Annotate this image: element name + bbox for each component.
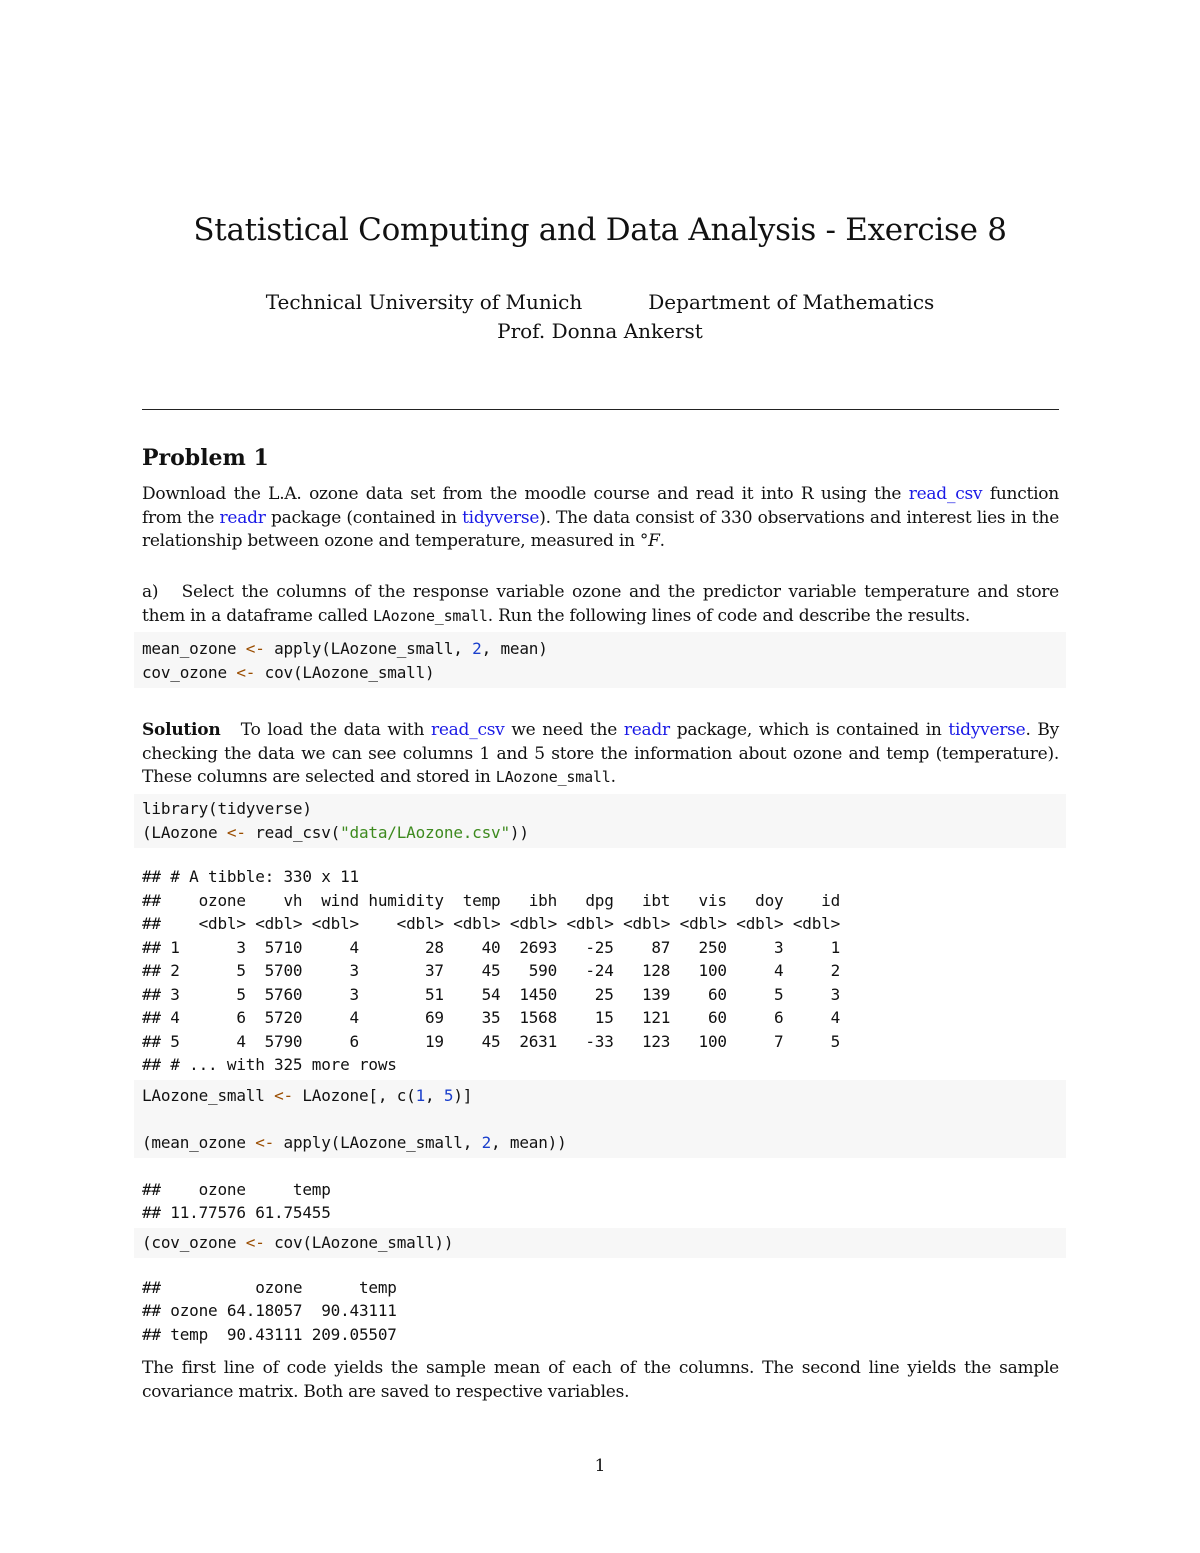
readr-link[interactable]: readr [219,507,266,528]
varname-inline: LAozone_small [495,768,611,786]
solution-label: Solution [142,720,221,740]
output-line: ## ozone temp [142,1278,397,1297]
intro-text: Download the L.A. ozone data set from the moodle course and read it into R using the [142,484,902,504]
output-line: ## 3 5 5760 3 51 54 1450 25 139 60 5 3 [142,985,841,1004]
readr-link[interactable]: readr [623,720,670,740]
part-a-label: a) [142,582,159,602]
author-name: Prof. Donna Ankerst [497,319,703,343]
conclusion-paragraph: The first line of code yields the sample mean of each of the columns. The second line yields the sample covariance matrix. Both are saved to respective variables. [142,1358,1059,1402]
intro-text: function from the [142,484,1059,528]
department-name: Department of Mathematics [648,290,935,314]
varname-inline: LAozone_small [372,606,488,625]
code-line: (LAozone <- read_csv("data/LAozone.csv")) [142,823,529,842]
horizontal-rule [142,409,1059,410]
intro-text: package (contained in [270,507,457,528]
university-name: Technical University of Munich [265,290,583,314]
solution-text: To load the data with [240,720,425,740]
code-line: cov_ozone <- cov(LAozone_small) [142,663,435,682]
output-line: ## 11.77576 61.75455 [142,1203,331,1222]
code-line: LAozone_small <- LAozone[, c(1, 5)] [142,1086,473,1105]
part-a-paragraph [142,581,1059,628]
output-line: ## 5 4 5790 6 19 45 2631 -33 123 100 7 5 [142,1032,841,1051]
output-line: ## 1 3 5710 4 28 40 2693 -25 87 250 3 1 [142,938,841,957]
page-number: 1 [594,1456,606,1476]
output-line: ## # A tibble: 330 x 11 [142,867,359,886]
output-line: ## # ... with 325 more rows [142,1055,397,1074]
intro-text: ). The data consist of 330 observations and interest lies in the relationship between ozone and temperature, measured in [142,507,1060,551]
tidyverse-link[interactable]: tidyverse [462,507,540,528]
tidyverse-link[interactable]: tidyverse [948,720,1026,740]
read-csv-link[interactable]: read_csv [430,720,505,740]
part-a-text: . Run the following lines of code and describe the results. [487,605,971,626]
output-line: ## temp 90.43111 209.05507 [142,1325,397,1344]
code-line: mean_ozone <- apply(LAozone_small, 2, mean) [142,639,548,658]
code-line: (cov_ozone <- cov(LAozone_small)) [142,1233,454,1252]
unit-fahrenheit: °F [639,531,660,551]
intro-paragraph [142,483,1059,554]
problem-heading: Problem 1 [142,445,269,471]
output-line: ## ozone 64.18057 90.43111 [142,1301,397,1320]
solution-text: . By checking the data we can see columns 1 and 5 store the information about ozone and temp (temperature). These columns are selected and stored in [142,720,1059,787]
output-line: ## 2 5 5700 3 37 45 590 -24 128 100 4 2 [142,961,841,980]
output-line: ## 4 6 5720 4 69 35 1568 15 121 60 6 4 [142,1008,841,1027]
intro-text: . [659,531,665,551]
solution-text: . [610,767,616,787]
code-line: library(tidyverse) [142,799,312,818]
document-title: Statistical Computing and Data Analysis - Exercise 8 [193,212,1007,248]
solution-text: package, which is contained in [676,720,942,740]
read-csv-link[interactable]: read_csv [908,484,983,504]
part-a-text: Select the columns of the response variable ozone and the predictor variable temperature and store them in a dataframe called [142,582,1059,626]
affiliation-line [0,290,1200,314]
output-line: ## ozone vh wind humidity temp ibh dpg ibt vis doy id [142,891,841,910]
output-line: ## ozone temp [142,1180,331,1199]
code-line: (mean_ozone <- apply(LAozone_small, 2, mean)) [142,1133,567,1152]
solution-paragraph [142,719,1059,790]
output-line: ## <dbl> <dbl> <dbl> <dbl> <dbl> <dbl> <dbl> <dbl> <dbl> <dbl> <dbl> [142,914,841,933]
solution-text: we need the [511,720,618,740]
